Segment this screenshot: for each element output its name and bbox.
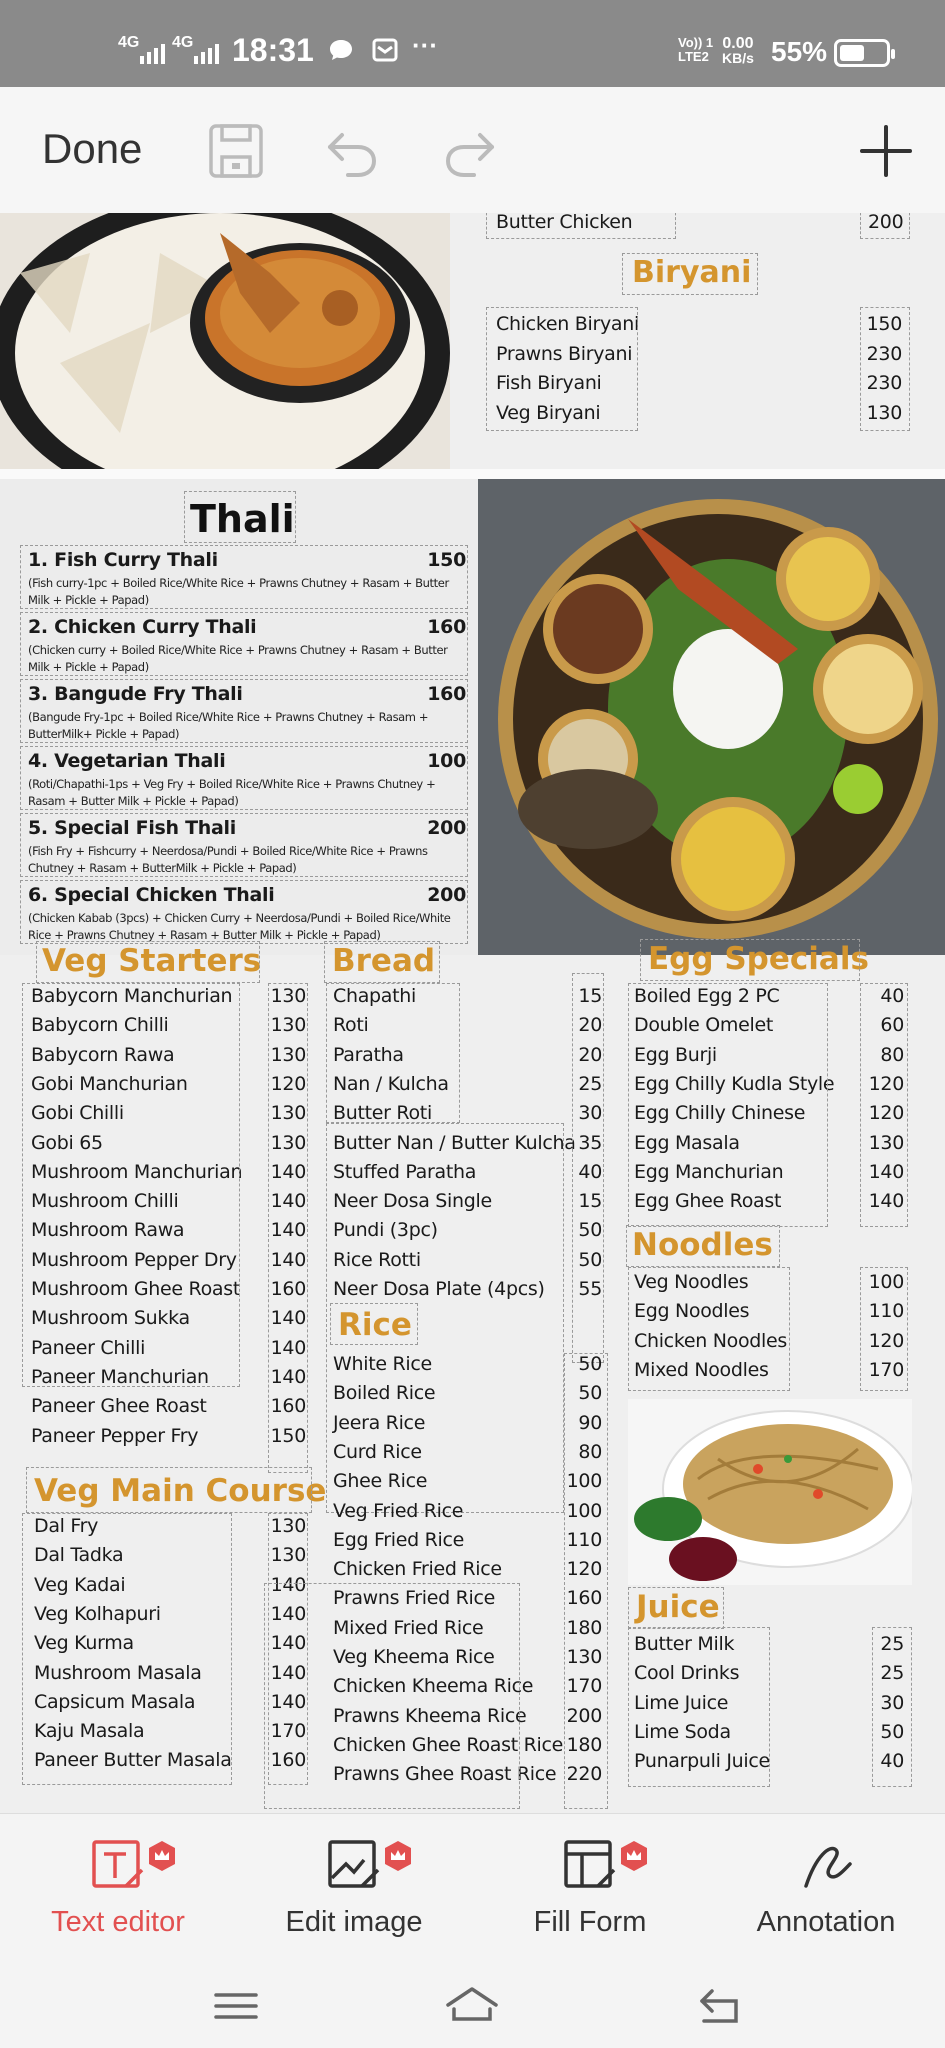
menu-item-price: 160 <box>270 1395 306 1418</box>
menu-item-price: 60 <box>880 1014 904 1037</box>
text-box-outline <box>628 1627 770 1787</box>
menu-item-price: 120 <box>566 1558 602 1581</box>
menu-item-name: Mushroom Masala <box>34 1661 202 1684</box>
text-box-outline <box>20 679 468 743</box>
menu-item-name: Chicken Fried Rice <box>333 1558 502 1581</box>
text-box-outline <box>860 307 910 431</box>
text-box-outline <box>860 983 908 1227</box>
menu-item-name: Chicken Ghee Roast Rice <box>333 1733 564 1756</box>
menu-item-name: Prawns Kheema Rice <box>333 1704 527 1727</box>
menu-item-price: 30 <box>578 1102 602 1125</box>
thali-item-price: 200 <box>427 884 466 906</box>
menu-item-price: 50 <box>578 1353 602 1375</box>
text-box-outline <box>326 983 460 1123</box>
menu-item-price: 130 <box>270 1043 306 1066</box>
document-page <box>0 213 945 1813</box>
premium-crown-icon <box>146 1840 178 1872</box>
text-box-outline <box>486 307 638 431</box>
menu-icon[interactable] <box>206 1981 266 2031</box>
menu-item-price: 130 <box>270 1544 306 1567</box>
menu-item-name: Rice Rotti <box>333 1248 421 1271</box>
menu-item-name: Neer Dosa Single <box>333 1190 492 1213</box>
menu-item-name: Stuffed Paratha <box>333 1160 477 1183</box>
menu-item-name: Veg Fried Rice <box>333 1499 464 1522</box>
annotation-button[interactable] <box>726 1836 926 1939</box>
menu-item-name: Veg Kheema Rice <box>333 1646 495 1668</box>
clock: 18:31 <box>232 32 314 68</box>
menu-item-name: Mushroom Pepper Dry <box>31 1248 237 1271</box>
menu-item-name: Mixed Fried Rice <box>333 1616 484 1639</box>
menu-item-price: 40 <box>880 1750 904 1773</box>
edit-image-icon <box>324 1836 384 1894</box>
curry-photo-art <box>0 213 450 469</box>
menu-item-price: 15 <box>578 1190 602 1213</box>
bottom-tool-bar <box>0 1813 945 1963</box>
menu-item-name: Veg Biryani <box>496 401 601 424</box>
menu-item-price: 220 <box>566 1763 602 1786</box>
menu-item-name: Chapathi <box>333 985 417 1007</box>
premium-crown-icon <box>618 1840 650 1872</box>
thali-item-price: 100 <box>427 750 466 772</box>
menu-item-name: Paratha <box>333 1043 404 1066</box>
menu-item-price: 140 <box>270 1602 306 1625</box>
menu-item-name: Egg Noodles <box>634 1300 750 1323</box>
edit-image-button[interactable] <box>254 1836 454 1939</box>
menu-item-price: 160 <box>566 1587 602 1610</box>
thali-photo <box>478 479 945 955</box>
menu-item-price: 140 <box>270 1248 306 1271</box>
menu-item-name: Pundi (3pc) <box>333 1219 438 1242</box>
network-speed <box>722 36 754 66</box>
menu-item-name: Jeera Rice <box>333 1411 426 1434</box>
text-box-outline <box>324 941 440 983</box>
section-title-veg-main-course: Veg Main Course <box>34 1473 327 1509</box>
menu-item-price: 40 <box>880 985 904 1007</box>
menu-item-price: 140 <box>270 1160 306 1183</box>
menu-item-price: 80 <box>880 1043 904 1066</box>
menu-item-price: 50 <box>578 1219 602 1242</box>
text-box-outline <box>860 213 910 239</box>
menu-item-price: 160 <box>270 1749 306 1772</box>
thali-item-name: 4. Vegetarian Thali <box>28 750 226 772</box>
menu-item-price: 140 <box>270 1365 306 1388</box>
menu-item-name: Lime Soda <box>634 1720 731 1743</box>
menu-item-name: Punarpuli Juice <box>634 1750 770 1773</box>
text-editor-label: Text editor <box>51 1906 185 1938</box>
menu-item-price: 200 <box>868 213 904 233</box>
menu-item-price: 120 <box>868 1072 904 1095</box>
menu-item-name: Gobi 65 <box>31 1131 103 1154</box>
menu-item-name: Butter Chicken <box>496 213 633 233</box>
menu-item-name: Gobi Chilli <box>31 1102 124 1125</box>
battery-fill <box>840 45 864 61</box>
thali-item-description: (Bangude Fry-1pc + Boiled Rice/White Rice + Prawns Chutney + Rasam + ButterMilk+ Pickle + Papad) <box>28 710 429 741</box>
thali-photo-art <box>478 479 945 955</box>
menu-item-price: 130 <box>270 1014 306 1037</box>
text-box-outline <box>640 939 860 981</box>
menu-item-price: 140 <box>270 1690 306 1713</box>
text-box-outline <box>268 983 308 1473</box>
menu-item-price: 80 <box>578 1440 602 1463</box>
menu-item-price: 90 <box>578 1411 602 1434</box>
menu-item-name: Dal Tadka <box>34 1544 124 1567</box>
menu-item-name: Egg Chilly Chinese <box>634 1102 806 1125</box>
redo-icon[interactable] <box>440 121 500 181</box>
menu-item-price: 35 <box>578 1131 602 1154</box>
thali-item-price: 200 <box>427 817 466 839</box>
menu-item-price: 130 <box>566 1646 602 1668</box>
fill-form-button[interactable] <box>490 1836 690 1939</box>
menu-item-price: 20 <box>578 1014 602 1037</box>
section-title-egg-specials: Egg Specials <box>648 941 869 977</box>
menu-item-name: Prawns Ghee Roast Rice <box>333 1763 557 1786</box>
menu-item-price: 100 <box>566 1499 602 1522</box>
menu-item-price: 50 <box>880 1720 904 1743</box>
back-icon[interactable] <box>690 1981 750 2031</box>
system-nav-bar <box>0 1963 945 2048</box>
section-title-rice: Rice <box>338 1307 412 1343</box>
undo-icon[interactable] <box>322 121 382 181</box>
text-box-outline <box>20 612 468 676</box>
menu-item-name: Paneer Manchurian <box>31 1365 209 1388</box>
add-icon[interactable] <box>856 121 916 181</box>
menu-item-name: Paneer Ghee Roast <box>31 1395 207 1418</box>
text-box-outline <box>264 1583 520 1809</box>
annotation-icon <box>796 1836 856 1894</box>
section-title-juice: Juice <box>636 1589 720 1625</box>
menu-item-name: Egg Masala <box>634 1131 740 1154</box>
text-box-outline <box>26 1467 312 1513</box>
text-box-outline <box>22 1513 232 1785</box>
menu-item-price: 140 <box>270 1307 306 1330</box>
edit-image-label: Edit image <box>285 1906 423 1938</box>
save-icon[interactable] <box>206 121 266 181</box>
noodles-photo <box>628 1399 912 1585</box>
menu-item-price: 40 <box>578 1160 602 1183</box>
section-title-biryani: Biryani <box>632 255 752 290</box>
text-box-outline <box>20 545 468 609</box>
menu-item-price: 140 <box>270 1632 306 1655</box>
signal-1-label: 4G <box>118 34 140 51</box>
menu-item-name: Paneer Pepper Fry <box>31 1424 199 1447</box>
menu-item-name: Babycorn Chilli <box>31 1014 169 1037</box>
menu-item-price: 230 <box>866 342 902 365</box>
menu-item-price: 100 <box>566 1470 602 1493</box>
home-icon[interactable] <box>442 1981 502 2031</box>
menu-item-name: Mushroom Sukka <box>31 1307 190 1330</box>
battery-icon <box>834 39 890 67</box>
thali-item-description: (Roti/Chapathi-1ps + Veg Fry + Boiled Rice/White Rice + Prawns Chutney + Rasam + Butter Milk + Pickle + Papad) <box>28 777 436 808</box>
section-title-noodles: Noodles <box>632 1227 773 1263</box>
text-box-outline <box>628 983 828 1227</box>
menu-item-price: 55 <box>578 1278 602 1300</box>
text-box-outline <box>22 983 243 1387</box>
menu-item-price: 170 <box>270 1720 306 1743</box>
text-box-outline <box>20 746 468 810</box>
menu-item-name: Egg Manchurian <box>634 1160 784 1183</box>
menu-item-price: 100 <box>868 1271 904 1293</box>
text-box-outline <box>330 1303 418 1345</box>
text-box-outline <box>628 1267 790 1391</box>
menu-item-price: 130 <box>270 985 306 1007</box>
text-box-outline <box>36 941 260 983</box>
menu-item-price: 140 <box>270 1661 306 1684</box>
menu-item-price: 25 <box>880 1633 904 1655</box>
menu-item-price: 150 <box>866 313 902 335</box>
section-title-veg-starters: Veg Starters <box>42 943 262 979</box>
battery-percent: 55% <box>771 36 828 67</box>
menu-item-name: Capsicum Masala <box>34 1690 196 1713</box>
thali-item-name: 5. Special Fish Thali <box>28 817 236 839</box>
menu-item-name: Babycorn Rawa <box>31 1043 175 1066</box>
text-box-outline <box>622 253 758 295</box>
menu-item-name: Butter Milk <box>634 1633 735 1655</box>
mail-box-icon <box>372 38 398 62</box>
thali-item-price: 160 <box>427 616 466 638</box>
menu-item-name: Double Omelet <box>634 1014 774 1037</box>
menu-item-price: 110 <box>868 1300 904 1323</box>
done-button[interactable]: Done <box>42 125 143 172</box>
menu-item-name: Mushroom Rawa <box>31 1219 185 1242</box>
menu-item-name: Mushroom Chilli <box>31 1190 179 1213</box>
text-box-outline <box>486 213 676 239</box>
menu-item-name: Kaju Masala <box>34 1720 145 1743</box>
section-title-bread: Bread <box>332 943 436 979</box>
menu-item-price: 150 <box>270 1424 306 1447</box>
menu-item-price: 140 <box>270 1573 306 1596</box>
menu-item-price: 120 <box>270 1072 306 1095</box>
thali-item-name: 3. Bangude Fry Thali <box>28 683 243 705</box>
message-bubble-icon <box>328 38 354 62</box>
menu-item-name: Roti <box>333 1014 369 1037</box>
menu-item-price: 120 <box>868 1102 904 1125</box>
menu-item-name: Butter Nan / Butter Kulcha <box>333 1131 576 1154</box>
noodles-photo-art <box>628 1399 912 1585</box>
thali-item-name: 2. Chicken Curry Thali <box>28 616 257 638</box>
menu-item-price: 140 <box>270 1336 306 1359</box>
thali-item-name: 1. Fish Curry Thali <box>28 549 218 571</box>
menu-item-price: 180 <box>566 1733 602 1756</box>
menu-item-name: Cool Drinks <box>634 1662 740 1685</box>
menu-item-price: 15 <box>578 985 602 1007</box>
thali-item-description: (Chicken curry + Boiled Rice/White Rice + Prawns Chutney + Rasam + Butter Milk + Pickle + Papad) <box>28 643 448 674</box>
menu-item-name: Mushroom Manchurian <box>31 1160 243 1183</box>
menu-item-name: Prawns Biryani <box>496 342 633 365</box>
menu-item-name: Boiled Egg 2 PC <box>634 985 780 1007</box>
curry-photo <box>0 213 450 469</box>
text-box-outline <box>628 1587 724 1629</box>
menu-item-price: 200 <box>566 1704 602 1727</box>
menu-item-name: Veg Noodles <box>634 1271 749 1293</box>
menu-item-name: Lime Juice <box>634 1691 729 1714</box>
menu-item-name: Ghee Rice <box>333 1470 428 1493</box>
menu-item-price: 50 <box>578 1382 602 1405</box>
lte-label: LTE2 <box>678 49 709 64</box>
annotation-label: Annotation <box>756 1906 896 1938</box>
menu-item-price: 120 <box>868 1329 904 1352</box>
text-box-outline <box>20 880 468 944</box>
thali-item-description: (Chicken Kabab (3pcs) + Chicken Curry + Neerdosa/Pundi + Boiled Rice/White Rice + Prawns Chutney + Rasam + Butter Milk + Pickle + Papad) <box>28 911 451 942</box>
fill-form-icon <box>560 1836 620 1894</box>
text-box-outline <box>20 813 468 877</box>
volte-label: Vo)) 1 <box>678 35 714 50</box>
menu-item-price: 140 <box>270 1219 306 1242</box>
editor-toolbar <box>0 87 945 213</box>
speed-value: 0.00 <box>722 35 754 52</box>
menu-item-price: 170 <box>868 1358 904 1381</box>
menu-item-price: 140 <box>868 1160 904 1183</box>
thali-item-description: (Fish Fry + Fishcurry + Neerdosa/Pundi + Boiled Rice/White Rice + Prawns Chutney + Rasam + ButterMilk + Pickle + Papad) <box>28 844 428 875</box>
menu-item-price: 130 <box>866 401 902 424</box>
menu-item-name: Mixed Noodles <box>634 1358 769 1381</box>
menu-item-name: Boiled Rice <box>333 1382 436 1405</box>
menu-item-name: White Rice <box>333 1353 432 1375</box>
premium-crown-icon <box>382 1840 414 1872</box>
menu-item-price: 160 <box>270 1278 306 1300</box>
menu-item-price: 130 <box>270 1515 306 1537</box>
menu-item-name: Veg Kolhapuri <box>34 1602 161 1625</box>
menu-item-price: 130 <box>270 1102 306 1125</box>
menu-item-name: Nan / Kulcha <box>333 1072 449 1095</box>
text-editor-button[interactable] <box>18 1836 218 1939</box>
text-box-outline <box>860 1267 908 1391</box>
menu-item-name: Gobi Manchurian <box>31 1072 188 1095</box>
menu-item-name: Prawns Fried Rice <box>333 1587 496 1610</box>
menu-item-price: 170 <box>566 1675 602 1698</box>
menu-item-name: Chicken Kheema Rice <box>333 1675 534 1698</box>
menu-item-price: 20 <box>578 1043 602 1066</box>
menu-item-price: 50 <box>578 1248 602 1271</box>
menu-item-name: Babycorn Manchurian <box>31 985 233 1007</box>
menu-item-name: Paneer Chilli <box>31 1336 146 1359</box>
menu-item-name: Mushroom Ghee Roast <box>31 1278 241 1300</box>
menu-item-name: Chicken Biryani <box>496 313 639 335</box>
fill-form-label: Fill Form <box>533 1906 647 1938</box>
thali-item-price: 160 <box>427 683 466 705</box>
menu-item-name: Egg Ghee Roast <box>634 1190 782 1213</box>
menu-item-name: Fish Biryani <box>496 372 602 394</box>
menu-item-price: 140 <box>270 1190 306 1213</box>
menu-item-price: 25 <box>578 1072 602 1095</box>
network-info <box>678 36 713 64</box>
text-box-outline <box>872 1627 912 1787</box>
section-title-thali: Thali <box>190 497 295 541</box>
text-box-outline <box>564 1353 608 1809</box>
menu-item-price: 30 <box>880 1691 904 1714</box>
menu-item-name: Paneer Butter Masala <box>34 1749 232 1772</box>
thali-item-description: (Fish curry-1pc + Boiled Rice/White Rice + Prawns Chutney + Rasam + Butter Milk + Pickle + Papad) <box>28 576 449 607</box>
text-editor-icon <box>88 1836 148 1894</box>
menu-item-name: Dal Fry <box>34 1515 99 1537</box>
signal-2-label: 4G <box>172 34 194 51</box>
menu-item-price: 180 <box>566 1616 602 1639</box>
menu-item-name: Egg Fried Rice <box>333 1528 465 1551</box>
text-box-outline <box>572 973 604 1363</box>
menu-item-price: 140 <box>868 1190 904 1213</box>
more-notifications-icon: ··· <box>412 30 438 60</box>
menu-item-name: Curd Rice <box>333 1440 422 1463</box>
menu-item-name: Veg Kurma <box>34 1632 134 1655</box>
signal-bars-icon <box>194 42 220 64</box>
text-box-outline <box>626 1225 780 1267</box>
menu-item-price: 130 <box>270 1131 306 1154</box>
thali-section <box>0 479 478 955</box>
menu-item-name: Egg Chilly Kudla Style <box>634 1072 835 1095</box>
menu-item-price: 130 <box>868 1131 904 1154</box>
menu-item-name: Veg Kadai <box>34 1573 126 1596</box>
menu-item-name: Egg Burji <box>634 1043 717 1066</box>
menu-item-name: Neer Dosa Plate (4pcs) <box>333 1278 545 1300</box>
menu-item-price: 110 <box>566 1528 602 1551</box>
status-bar <box>0 0 945 87</box>
thali-item-name: 6. Special Chicken Thali <box>28 884 275 906</box>
speed-unit: KB/s <box>722 50 754 66</box>
thali-item-price: 150 <box>427 549 466 571</box>
menu-item-name: Butter Roti <box>333 1102 432 1125</box>
menu-item-price: 230 <box>866 372 902 394</box>
menu-item-price: 25 <box>880 1662 904 1685</box>
menu-item-name: Chicken Noodles <box>634 1329 788 1352</box>
signal-bars-icon <box>140 42 166 64</box>
text-box-outline <box>184 491 296 543</box>
